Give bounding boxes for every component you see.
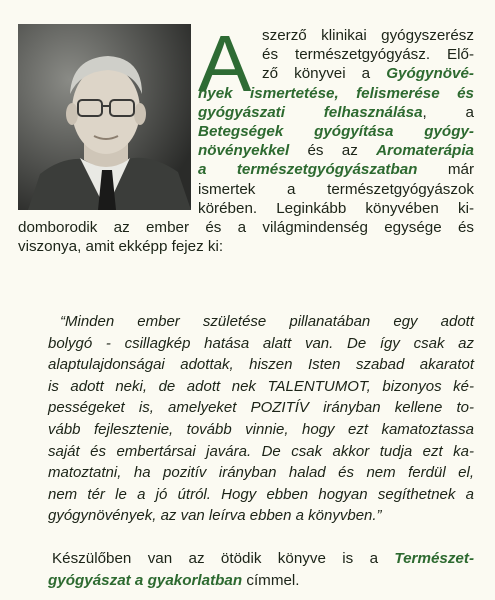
intro-line [262, 64, 474, 83]
body-text: Készülőben van az ötödik könyve is a [52, 550, 395, 567]
book-title-text: Aromaterápia [376, 142, 474, 160]
intro-line [262, 45, 474, 64]
quote-line: vább fejlesztenie, tovább vinnie, hogy ezt kamatoztassa [48, 421, 474, 438]
intro-line [198, 180, 474, 199]
body-text: és az [289, 142, 377, 160]
book-title-text: Betegségek gyógyítása gyógy- [198, 123, 474, 140]
book-title-text: gyógyászat a gyakorlatban [48, 572, 243, 589]
quote-line: gyógynövények, az van leírva ebben a könyvben.” [48, 507, 382, 525]
intro-line [198, 141, 474, 160]
body-text: domborodik az ember és a világmindenség egysége és [18, 219, 474, 236]
intro-line [198, 199, 474, 218]
author-photo [18, 24, 191, 210]
book-title-text: Gyógynövé- [386, 65, 474, 83]
book-title-text: a természetgyógyászatban [198, 161, 418, 179]
quote-line: pességeket is, amelyeket POZITÍV irányban kellene to- [48, 399, 474, 417]
quote-line: bolygó - csillagkép hatása alatt van. De így csak az [48, 334, 474, 352]
intro-line [262, 26, 474, 45]
intro-line [18, 237, 474, 256]
intro-line [198, 160, 474, 179]
body-text: ző könyvei a [262, 65, 387, 83]
quote-line: saját és embertársai javára. De csak akkor tudja ezt ka- [48, 442, 474, 460]
book-title-text: gyógyászati felhasználása [198, 103, 423, 121]
body-text: már [417, 161, 475, 179]
body-text: , a [422, 103, 474, 121]
book-title-text: növényekkel [198, 142, 290, 160]
body-text: szerző klinikai gyógyszerész [262, 27, 474, 44]
quote-line: matoztatni, ha pozitív irányban halad és nem ferdül el, [48, 464, 474, 482]
body-text: címmel. [242, 572, 300, 589]
quote-line: nem tér le a jó útról. Hogy ebben hogyan segíthetnek a [48, 485, 474, 503]
intro-line [198, 84, 474, 103]
closing-line [48, 571, 348, 590]
intro-line [18, 218, 474, 237]
closing-line [52, 549, 474, 568]
intro-line [198, 103, 474, 122]
body-text: viszonya, amit ekképp fejez ki: [18, 238, 224, 256]
quote-line: alaptulajdonságai adottak, hiszen Isten szabad akaratot [48, 356, 474, 374]
body-text: ismertek a természetgyógyászok [198, 180, 474, 198]
body-text: körében. Leginkább könyvében ki- [198, 199, 474, 217]
intro-line [198, 122, 474, 141]
body-text: és természetgyógyász. Elő- [262, 46, 474, 64]
quote-line: is adott neki, de adott nek TALENTUMOT, bizonyos ké- [48, 377, 474, 395]
drop-cap-letter: A [198, 19, 252, 108]
quote-line: “Minden ember születése pillanatában egy adott [60, 313, 474, 330]
book-title-text: Természet- [394, 550, 474, 567]
book-title-text: nyek ismertetése, felismerése és [198, 84, 474, 102]
author-portrait-image [18, 24, 191, 210]
